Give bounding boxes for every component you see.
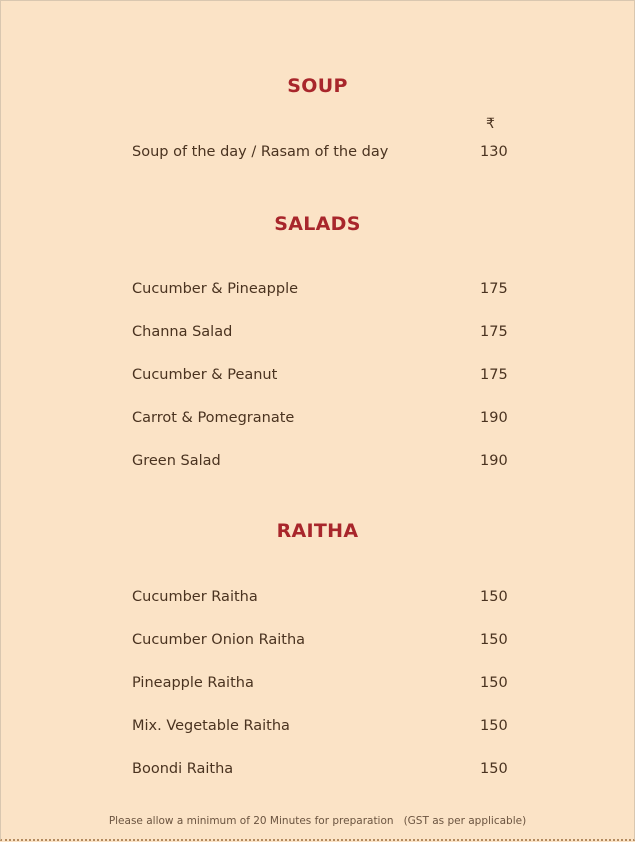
menu-item-price: 190 xyxy=(480,410,508,426)
menu-item-price: 150 xyxy=(480,589,508,605)
menu-item-name: Cucumber & Pineapple xyxy=(132,281,299,297)
section-title-soup: SOUP xyxy=(287,75,348,97)
footer-tax-note: (GST as per applicable) xyxy=(403,815,527,827)
menu-item-name: Cucumber & Peanut xyxy=(132,367,278,383)
footer xyxy=(0,815,635,827)
menu-item-price: 190 xyxy=(480,453,508,469)
menu-item-name: Green Salad xyxy=(132,453,221,469)
menu-item-price: 150 xyxy=(480,675,508,691)
menu-item-name: Boondi Raitha xyxy=(132,761,234,777)
menu-item-price: 150 xyxy=(480,632,508,648)
footer-note: Please allow a minimum of 20 Minutes for preparation xyxy=(108,815,394,827)
section-title-salads: SALADS xyxy=(274,213,361,235)
menu-item-name: Pineapple Raitha xyxy=(132,675,254,691)
section-title-raitha: RAITHA xyxy=(276,520,359,542)
menu-item-name: Cucumber Raitha xyxy=(132,589,258,605)
menu-item-price: 130 xyxy=(480,144,508,160)
menu-item-price: 150 xyxy=(480,718,508,734)
menu-item-name: Mix. Vegetable Raitha xyxy=(132,718,290,734)
menu-item-name: Channa Salad xyxy=(132,324,233,340)
menu-item-price: 175 xyxy=(480,281,508,297)
menu-item-name: Cucumber Onion Raitha xyxy=(132,632,306,648)
menu-item-price: 175 xyxy=(480,324,508,340)
menu-item-price: 175 xyxy=(480,367,508,383)
menu-item-name: Carrot & Pomegranate xyxy=(132,410,295,426)
menu-item-name: Soup of the day / Rasam of the day xyxy=(132,144,389,160)
currency-symbol: ₹ xyxy=(486,116,495,132)
menu-item-price: 150 xyxy=(480,761,508,777)
